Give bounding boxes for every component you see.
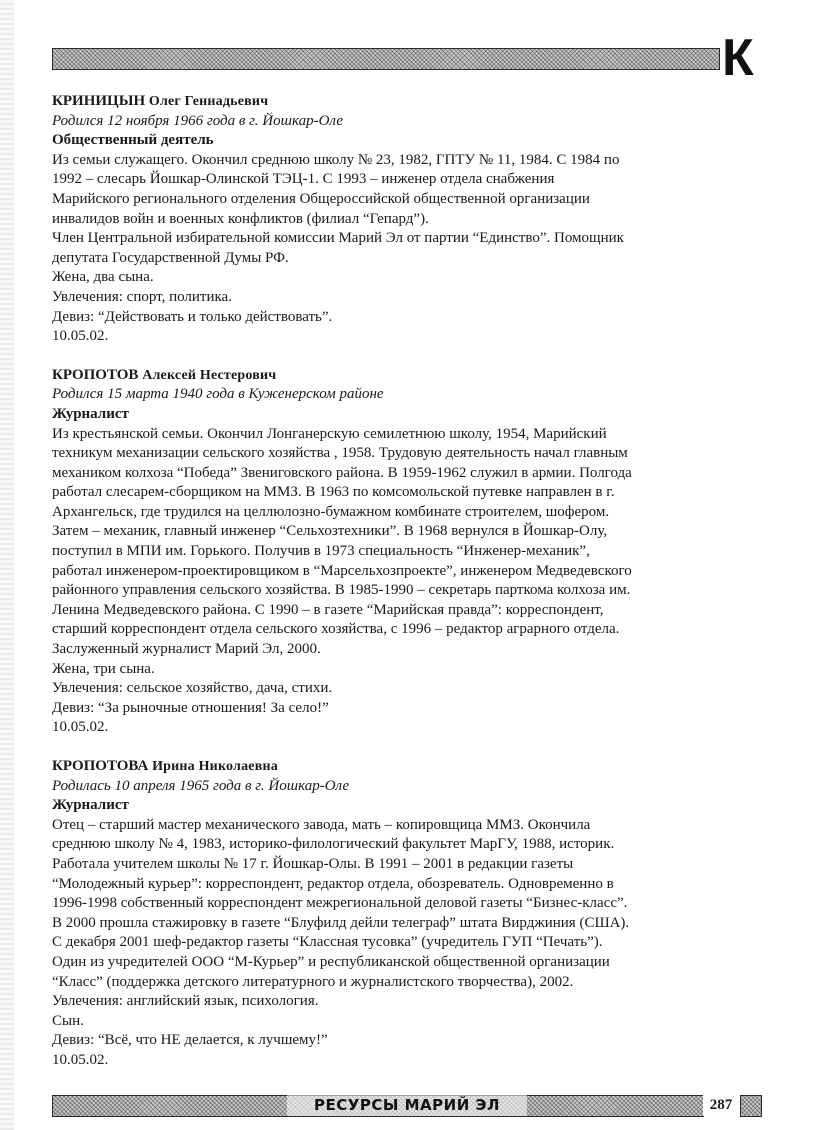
text-line: Увлечения: сельское хозяйство, дача, стихи. — [52, 680, 333, 697]
biography-entry — [52, 92, 772, 347]
page-number: 287 — [703, 1094, 739, 1116]
text-line: Затем – механик, главный инженер “Сельхозтехники”. В 1968 вернулся в Йошкар-Олу, — [52, 523, 608, 540]
text-line: механиком колхоза “Победа” Звениговского района. В 1959-1962 служил в армии. Полгода — [52, 464, 632, 481]
text-line: районного управления сельского хозяйства. В 1985-1990 – секретарь парткома колхоза им. — [52, 582, 631, 599]
date-line: 10.05.02. — [52, 328, 109, 345]
surname: КРИНИЦЫН — [52, 93, 146, 109]
birth-info: Родился 15 марта 1940 года в Куженерском районе — [52, 386, 384, 403]
given-names: Алексей Нестерович — [142, 367, 277, 383]
text-line: “Молодежный курьер”: корреспондент, редактор отдела, обозреватель. Одновременно в — [52, 875, 614, 892]
text-line: Сын. — [52, 1012, 84, 1029]
profession: Общественный деятель — [52, 132, 214, 149]
scan-edge — [0, 0, 14, 1130]
text-line: Архангельск, где трудился на целлюлозно-бумажном комбинате строителем, шофером. — [52, 503, 610, 520]
text-line: старший корреспондент отдела сельского хозяйства, с 1996 – редактор аграрного отдела. — [52, 621, 620, 638]
footer-band-tail — [740, 1095, 762, 1117]
surname: КРОПОТОВА — [52, 758, 149, 774]
text-line: техникум механизации сельского хозяйства , 1958. Трудовую деятельность начал главным — [52, 445, 628, 462]
text-line: Работала учителем школы № 17 г. Йошкар-Олы. В 1991 – 2001 в редакции газеты — [52, 855, 574, 872]
text-line: Жена, два сына. — [52, 269, 154, 286]
text-line: Из крестьянской семьи. Окончил Лонганерскую семилетнюю школу, 1954, Марийский — [52, 425, 607, 442]
text-line: В 2000 прошла стажировку в газете “Блуфилд дейли телеграф” штата Вирджиния (США). — [52, 914, 630, 931]
birth-info: Родилась 10 апреля 1965 года в г. Йошкар-Оле — [52, 777, 350, 794]
text-line: Девиз: “Всё, что НЕ делается, к лучшему!” — [52, 1032, 328, 1049]
text-line: инвалидов войн и военных конфликтов (филиал “Гепард”). — [52, 210, 429, 227]
text-line: Марийского регионального отделения Общероссийской общественной организации — [52, 190, 590, 207]
text-line: Заслуженный журналист Марий Эл, 2000. — [52, 641, 321, 658]
text-line: Девиз: “Действовать и только действовать”. — [52, 308, 333, 325]
text-line: Член Центральной избирательной комиссии Марий Эл от партии “Единство”. Помощник — [52, 230, 624, 247]
person-name — [52, 92, 772, 112]
text-line: Отец – старший мастер механического завода, мать – копировщица ММЗ. Окончила — [52, 816, 591, 833]
profession: Журналист — [52, 797, 129, 814]
text-line: среднюю школу № 4, 1983, историко-филологический факультет МарГУ, 1988, историк. — [52, 836, 615, 853]
given-names: Олег Геннадьевич — [148, 94, 269, 109]
profession: Журналист — [52, 405, 129, 422]
section-letter: К — [722, 29, 754, 87]
text-line: поступил в МПИ им. Горького. Получив в 1973 специальность “Инженер-механик”, — [52, 543, 590, 560]
text-line: Девиз: “За рыночные отношения! За село!” — [52, 699, 329, 716]
document-body — [52, 92, 772, 1090]
text-line: Увлечения: английский язык, психология. — [52, 993, 319, 1010]
header-band — [52, 48, 720, 70]
text-line: депутата Государственной Думы РФ. — [52, 249, 289, 266]
person-name — [52, 366, 772, 386]
biography-entry — [52, 757, 772, 1071]
text-line: С декабря 2001 шеф-редактор газеты “Классная тусовка” (учредитель ГУП “Печать”). — [52, 934, 603, 951]
text-line: Из семьи служащего. Окончил среднюю школу № 23, 1982, ГПТУ № 11, 1984. С 1984 по — [52, 151, 620, 168]
date-line: 10.05.02. — [52, 719, 109, 736]
text-line: 1996-1998 собственный корреспондент межрегиональной деловой газеты “Бизнес-класс”. — [52, 895, 628, 912]
date-line: 10.05.02. — [52, 1051, 109, 1068]
person-name — [52, 757, 772, 777]
text-line: Ленина Медведевского района. С 1990 – в газете “Марийская правда”: корреспондент, — [52, 601, 604, 618]
given-names: Ирина Николаевна — [152, 759, 278, 774]
birth-info: Родился 12 ноября 1966 года в г. Йошкар-Оле — [52, 112, 344, 129]
text-line: работал слесарем-сборщиком на ММЗ. В 1963 по комсомольской путевке направлен в г. — [52, 484, 615, 501]
text-line: Один из учредителей ООО “М-Курьер” и республиканской общественной организации — [52, 953, 610, 970]
text-line: Увлечения: спорт, политика. — [52, 288, 232, 305]
biography-entry — [52, 366, 772, 738]
text-line: 1992 – слесарь Йошкар-Олинской ТЭЦ-1. С 1993 – инженер отдела снабжения — [52, 171, 555, 188]
text-line: Жена, три сына. — [52, 660, 155, 677]
surname: КРОПОТОВ — [52, 366, 139, 383]
text-line: работал инженером-проектировщиком в “Марсельхозпроекте”, инженером Медведевского — [52, 562, 632, 579]
footer-title: РЕСУРСЫ МАРИЙ ЭЛ — [287, 1094, 527, 1116]
text-line: “Класс” (поддержка детского литературного и журналистского творчества), 2002. — [52, 973, 574, 990]
